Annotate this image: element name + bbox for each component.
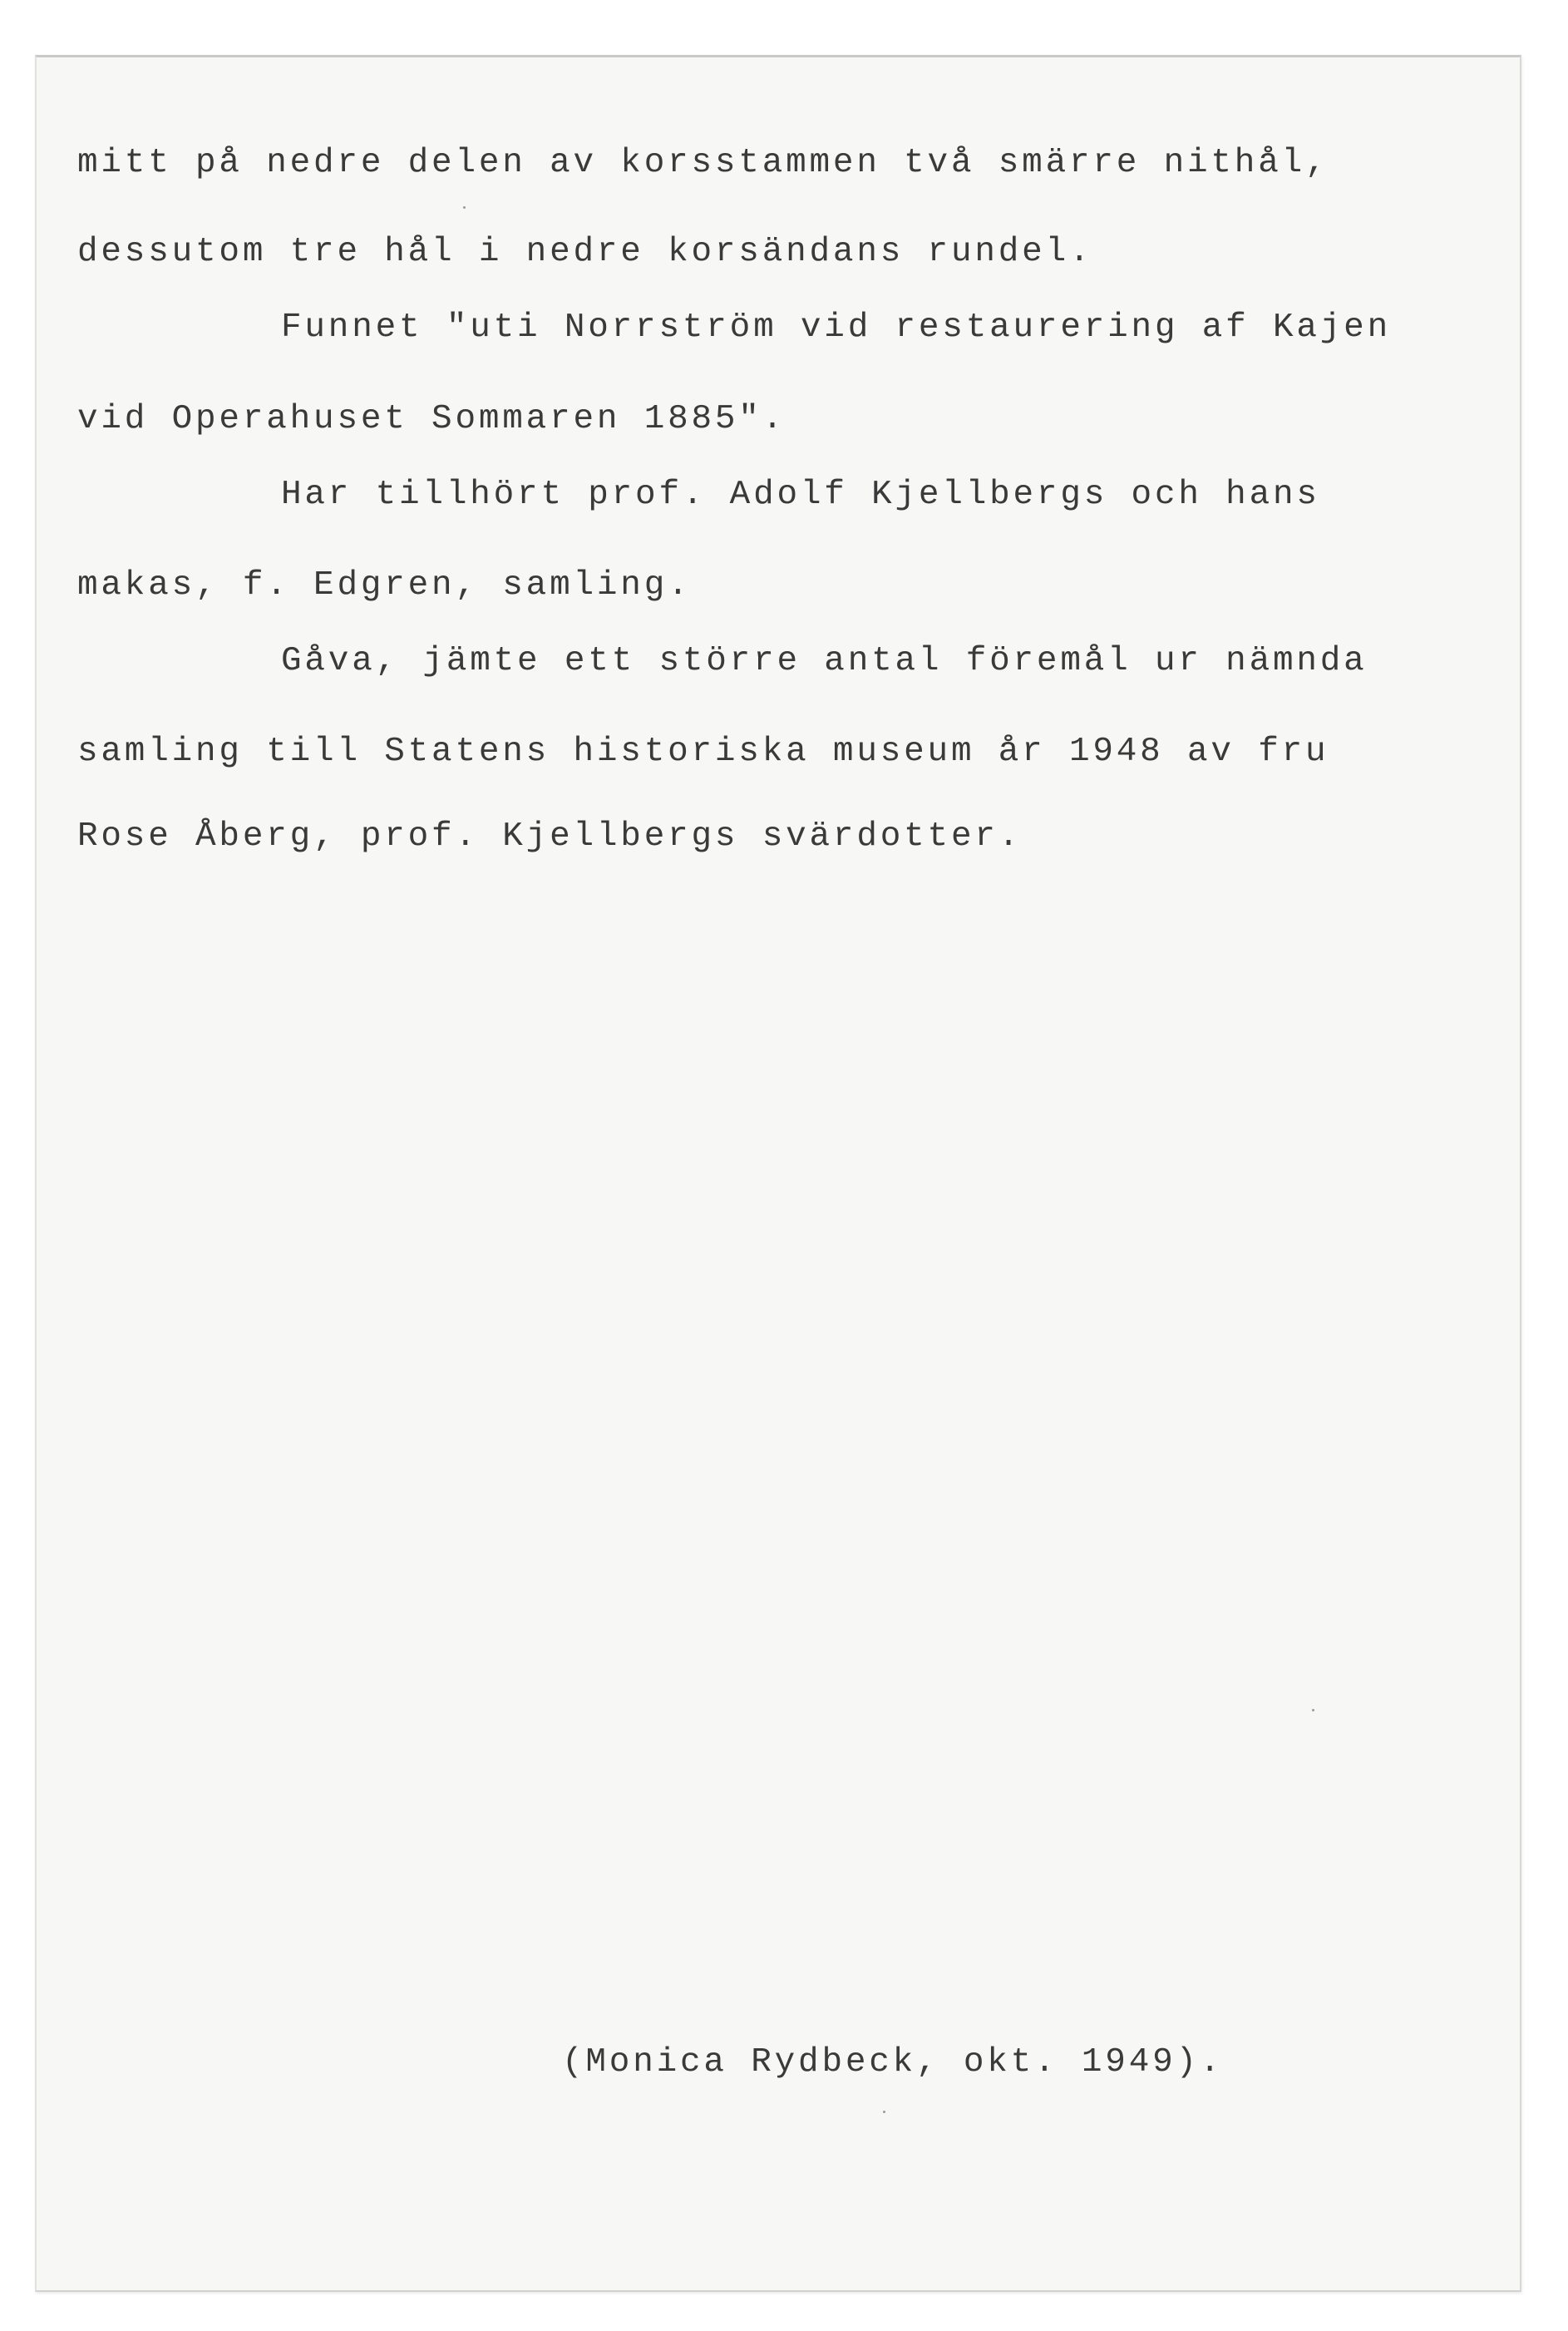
paper-sheet bbox=[35, 55, 1521, 2292]
text-line-5: Har tillhört prof. Adolf Kjellbergs och hans bbox=[281, 476, 1320, 514]
text-line-3: Funnet "uti Norrström vid restaurering af Kajen bbox=[281, 309, 1391, 347]
paper-speck bbox=[883, 2111, 885, 2113]
text-line-6: makas, f. Edgren, samling. bbox=[77, 566, 692, 605]
text-line-8: samling till Statens historiska museum år 1948 av fru bbox=[77, 733, 1329, 771]
text-line-4: vid Operahuset Sommaren 1885". bbox=[77, 400, 786, 438]
text-line-2: dessutom tre hål i nedre korsändans rundel. bbox=[77, 233, 1093, 271]
text-line-7: Gåva, jämte ett större antal föremål ur nämnda bbox=[281, 642, 1368, 680]
paper-speck bbox=[1312, 1709, 1314, 1711]
paper-speck bbox=[463, 206, 466, 209]
text-line-1: mitt på nedre delen av korsstammen två smärre nithål, bbox=[77, 144, 1329, 182]
text-line-9: Rose Åberg, prof. Kjellbergs svärdotter. bbox=[77, 817, 1023, 856]
signature-line: (Monica Rydbeck, okt. 1949). bbox=[562, 2043, 1224, 2082]
